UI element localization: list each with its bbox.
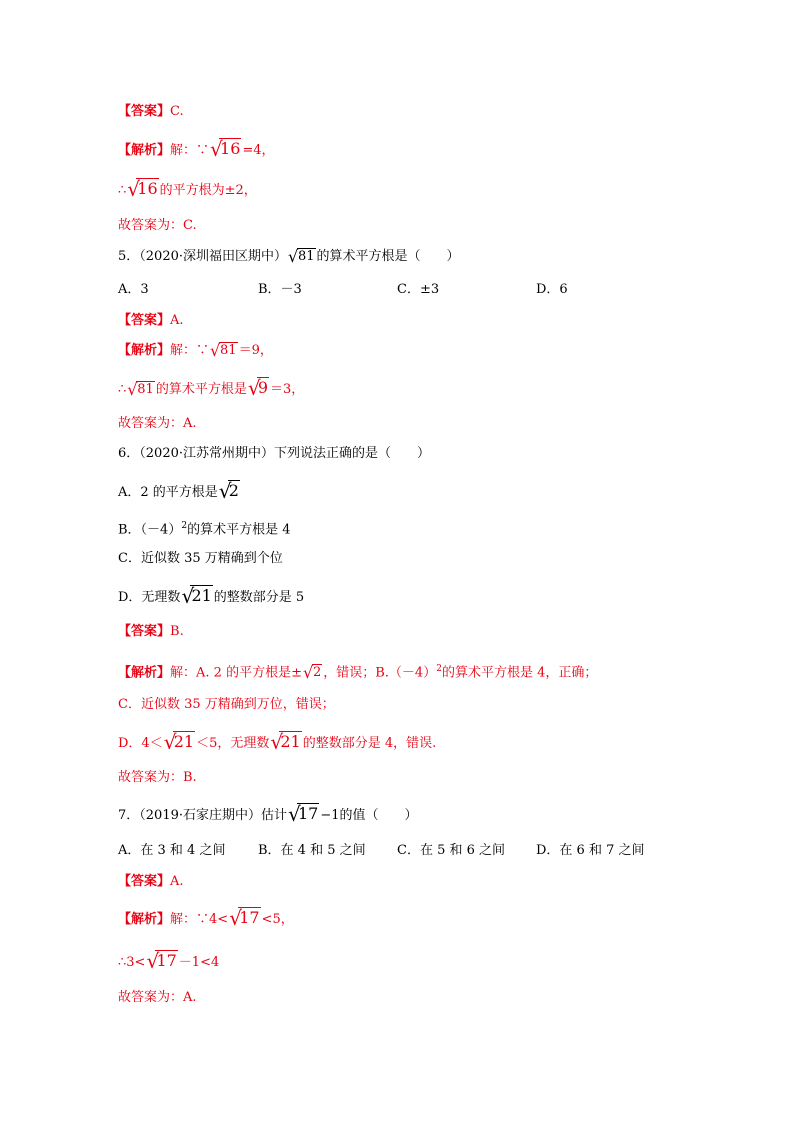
answer-line	[118, 102, 184, 122]
sqrt-expression: √ 9	[247, 376, 269, 400]
sqrt-expression: √ 16	[210, 137, 241, 161]
sqrt-expression: √ 17	[229, 906, 260, 930]
sqrt-expression: √ 21	[270, 730, 301, 754]
question-6-option-b: B．$(-4)^2$的算术平方根是 4	[118, 521, 291, 538]
answer-tag: 【答案】	[118, 874, 171, 889]
analysis-text: 解：∵	[170, 143, 210, 158]
conclusion-line: 故答案为：B.	[118, 770, 197, 785]
sqrt-expression: √ 17	[288, 802, 319, 826]
answer-line: 【答案】A.	[118, 874, 184, 889]
analysis-line: 【解析】解：A. 2 的平方根是± √ 2 ，错误；$B.(-4)^2$的算术平方根是 4，正确；	[118, 663, 598, 683]
sqrt-expression: √ 21	[181, 584, 212, 608]
sqrt-expression: √ 21	[163, 730, 195, 754]
analysis-line: C．近似数 35 万精确到万位，错误；	[118, 697, 335, 712]
sqrt-expression: √ 2	[302, 663, 322, 683]
question-7-stem: 7．（2019·石家庄期中）估计 √ 17 −1的值（ ）	[118, 802, 418, 826]
analysis-tag: 【解析】	[118, 343, 171, 358]
analysis-line	[118, 178, 257, 201]
question-6-option-d: D．无理数 √ 21 的整数部分是 5	[118, 584, 305, 608]
question-6-stem: 6．（2020·江苏常州期中）下列说法正确的是（ ）	[118, 446, 430, 461]
sqrt-expression: √ 2	[218, 479, 239, 503]
question-5-option-b: B．－3	[258, 282, 302, 297]
analysis-tag: 【解析】	[118, 665, 171, 681]
question-5-option-c: C．±3	[397, 282, 440, 297]
sqrt-expression: √ 81	[210, 341, 237, 360]
analysis-text: =4，	[242, 143, 275, 158]
analysis-text: ∴	[118, 183, 127, 198]
analysis-line: 【解析】解：∵4< √ 17 <5，	[118, 906, 294, 930]
question-6-option-a: A．2 的平方根是 √ 2	[118, 479, 239, 503]
analysis-line: 【解析】解：∵ √ 81 ＝9，	[118, 341, 273, 360]
analysis-line: D．4＜ √ 21 ＜5，无理数 √ 21 的整数部分是 4，错误.	[118, 730, 437, 754]
answer-tag: 【答案】	[118, 624, 171, 639]
conclusion-line: 故答案为：A.	[118, 416, 197, 431]
answer-tag: 【答案】	[118, 313, 171, 328]
question-5-stem: 5．（2020·深圳福田区期中） √ 81 的算术平方根是（ ）	[118, 247, 460, 266]
analysis-tag: 【解析】	[118, 912, 171, 927]
sqrt-expression: √ 81	[127, 380, 154, 399]
conclusion-line: 故答案为：A.	[118, 990, 197, 1005]
answer-line: 【答案】B.	[118, 624, 184, 639]
analysis-line: ∴3< √ 17 －1<4	[118, 949, 220, 973]
conclusion-line: 故答案为：C.	[118, 218, 197, 233]
sqrt-expression: √ 17	[146, 949, 177, 973]
question-7-option-a: A．在 3 和 4 之间	[118, 843, 226, 858]
answer-text: A.	[170, 313, 184, 328]
analysis-tag: 【解析】	[118, 143, 171, 158]
question-6-option-c: C．近似数 35 万精确到个位	[118, 551, 283, 566]
answer-text: C.	[170, 104, 184, 119]
answer-line	[118, 311, 184, 331]
sqrt-expression: √ 16	[127, 177, 158, 201]
analysis-line	[118, 138, 275, 161]
question-5-option-d: D．6	[536, 282, 568, 297]
analysis-text: 的平方根为±2，	[159, 183, 257, 198]
question-7-option-d: D．在 6 和 7 之间	[536, 843, 645, 858]
analysis-line: ∴ √ 81 的算术平方根是 √ 9 ＝3，	[118, 376, 305, 400]
sqrt-expression: √ 81	[288, 247, 315, 266]
question-7-option-c: C．在 5 和 6 之间	[397, 843, 506, 858]
question-7-option-b: B．在 4 和 5 之间	[258, 843, 366, 858]
question-5-option-a: A．3	[118, 282, 149, 297]
answer-tag: 【答案】	[118, 104, 171, 119]
